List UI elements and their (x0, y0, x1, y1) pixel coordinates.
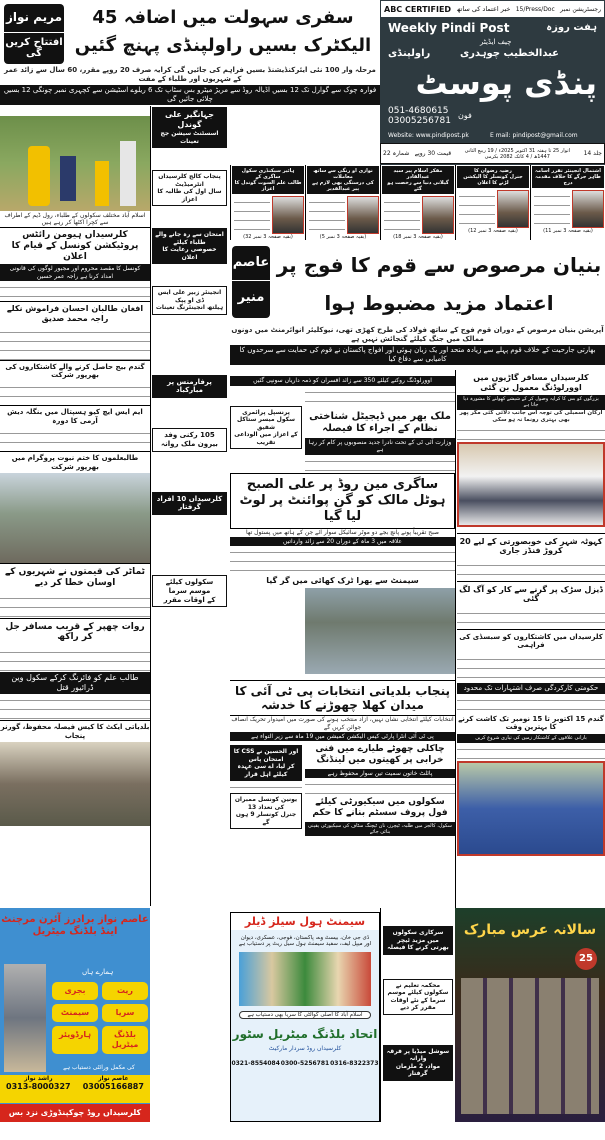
ad-note: کی مکمل ورائٹی دستیاب ہے (63, 1064, 135, 1071)
ad-intro: ہمارے ہاں (82, 968, 114, 976)
english-title: Weekly Pindi Post (388, 21, 510, 35)
top-sub-2: فوارہ چوک سے گوارل تک 12 بسیں اڈیالہ روڈ سے مریڑ میٹرو بس سٹاپ تک 6 ریلوے اسٹیشن سے کچہری نمبر چونگی 12 بسیں چلائی جائیں گی (0, 85, 380, 105)
top-story (0, 0, 380, 106)
contact-phone: 03005166887 (82, 1082, 144, 1091)
poster-title: سالانہ عرس مبارک (463, 922, 597, 938)
ceremony-photo (0, 742, 150, 826)
middle-headline: ساگری مین روڈ پر علی الصبح ہوٹل مالک کو گن پوائنٹ پر لوٹ لیا گیا (230, 473, 455, 529)
left-headline: طالبعلموں کا ختم نبوت پروگرام میں بھرپور شرکت (0, 451, 150, 473)
portrait-photo (347, 196, 379, 234)
right-headline: حکومتی کارکردگی صرف اشتہارات تک محدود (457, 683, 605, 694)
store-phone: 0316-8322373 (330, 1060, 379, 1067)
store-name: اتحاد بلڈنگ میٹریل سٹور (232, 1027, 378, 1041)
poster-date: 25 (575, 948, 597, 970)
middle-column (230, 370, 455, 908)
frequency: ہفت روزہ (546, 22, 597, 33)
portrait-story (530, 165, 605, 240)
lead-headline: بنیان مرصوص سے قوم کا فوج پر اعتماد مزید مضبوط ہوا (276, 253, 602, 315)
tagline: خبر اعتماد کی ساتھ (456, 5, 511, 13)
column-2 (150, 106, 228, 906)
portrait-caption: (بقیہ صفحہ 3 نمبر 32) (243, 234, 293, 240)
left-headline: ٹماٹر کی قیمتوں نے شہریوں کے اوسان خطا کر دیے (0, 563, 150, 592)
students-photo (0, 473, 150, 563)
right-subbar: بزرگوں کو بس کا کرایہ وصول کر کے شیشے کھولنے کا مشورہ دیا جاتا ہے (457, 395, 605, 410)
lead-sub-1: آپریشن بنیان مرصوص کے دوران قوم فوج کے ساتھ فولاد کی طرح کھڑی تھی، نیوکلیئر انوائرمنٹ میں دونوں ممالک میں جنگ کیلئے گنجائش نہیں ہے (231, 326, 604, 343)
portrait-title: ہائیر سیکنڈری سکول ساگری کے طالب علم السوت گوندل کا اعزاز (232, 166, 304, 194)
portrait-caption: (بقیہ صفحہ 3 نمبر 18) (393, 234, 443, 240)
news-box: امتحان سے رہ جانے والے طلباء کیلئے خصوصی رعایت کا اعلان (152, 228, 227, 264)
left-column (0, 106, 150, 906)
masthead (380, 0, 605, 165)
store-phone: 0321-8554084 (231, 1060, 280, 1067)
phone-label: فون (458, 111, 472, 120)
chief-editor: عبدالخطیب چوہدری (460, 48, 560, 59)
portrait-row (230, 165, 605, 240)
ad-title: عاصم نواز برادرز آئرن مرچنٹ (1, 914, 149, 925)
column-2-lower (380, 908, 455, 1122)
news-box: پنجاب کالج کلرسیداں انٹرمیڈیٹ سال اول کی طالبہ کا اعزاز (152, 170, 227, 206)
middle-headline: پنجاب بلدیاتی انتخابات پی ٹی آئی کا میدان کھلا چھوڑنے کا خدشہ (230, 680, 455, 716)
cement-bags-image (239, 952, 371, 1006)
right-headline: کہوٹہ شہر کی خوبصورتی کے لیے 20 کروڑ فنڈز جاری (457, 533, 605, 559)
right-column (455, 370, 605, 908)
right-headline: کلرسیداں مسافر گاڑیوں میں اوورلوڈنگ معمول بن گئی (473, 373, 589, 392)
left-subbar: کونسل کا مقصد محروم اور مجبور لوگوں کی قانونی امداد کرنا ہے راجہ عمر حسین (0, 264, 150, 281)
ad-item: بجری (52, 982, 98, 1000)
phone-2: 03005256781 (388, 116, 451, 126)
abc-certified: ABC CERTIFIED (384, 4, 452, 14)
news-box: پرفارمنس پر مبارکباد (152, 375, 227, 399)
portrait-story (230, 165, 305, 240)
lead-story (230, 240, 605, 366)
portrait-photo (272, 196, 304, 234)
speakers-photos (461, 978, 599, 1114)
middle-subbar: پائلٹ خاتون سمیت تین سوار محفوظ رہے (305, 769, 455, 779)
middle-headline: اوورلوڈنگ روکنے کیلئے 350 سے زائد افسران کو ذمہ داریاں سونپی گئیں (230, 376, 455, 386)
volume: جلد 14 (583, 150, 602, 157)
middle-headline: سکولوں میں سیکیورٹی کیلئے فول پروف سسٹم بنانے کا حکم (312, 797, 448, 818)
news-box: سکولوں کیلئے موسم سرما کے اوقات مقرر (152, 575, 227, 607)
portrait-caption: (بقیہ صفحہ 3 نمبر 12) (468, 228, 518, 234)
left-headline: طالب علم کو فائرنگ کرکے سکول وین ڈرائیور قتل (0, 672, 150, 694)
ad-cement-dealer (230, 912, 380, 1122)
news-box: 105 رکنی وفد بیرون ملک روانہ (152, 428, 227, 452)
ad-title: سیمنٹ ہول سیلز ڈیلر (231, 913, 379, 930)
right-sub: ارکان اسمبلی کی توجہ اس جانب دلائی گئی مگر پھر بھی بہتری رونما نہ ہو سکی (459, 409, 603, 423)
contact-name: عاصم نواز (98, 1075, 129, 1082)
ad-item: سریا (102, 1004, 148, 1022)
materials-image (4, 964, 46, 1072)
school-visit-photo (457, 761, 605, 856)
news-box: سرکاری سکولوں میں مزید ٹیچر بھرتی کرنے کا فیصلہ (383, 926, 453, 955)
portrait-title: نوازی او رنگی سے ساتھ معاملات کی درستگی بھی لازم ہے پیر عبدالقدیر (307, 166, 379, 194)
contact-name: راشد نواز (24, 1075, 53, 1082)
portrait-photo (572, 190, 604, 228)
top-story-side-box: مریم نواز افتتاح کریں گی (4, 4, 64, 64)
left-headline: روات چھپر کے قریب مسافر جل کر راکھ (0, 618, 150, 647)
top-sub-1: مرحلہ وار 100 نئی ایئرکنڈیشنڈ بسیں فراہم کی جائیں گی کرایہ صرف 20 روپے مقرر، 60 سال سے زائد عمر کے شہریوں اور طلباء کے مفت (4, 66, 376, 83)
small-news-box: یونین کونسل ممبران کی تعداد 13 جنرل کونسلر 9 ہوں گے (230, 793, 302, 829)
photo-caption: اسلام آباد مختلف سکولوں کے طلباء، رول ڈیم کے اطراف سے کچرا اکٹھا کر رہے ہیں (4, 212, 146, 226)
middle-subbar: پی ٹی آئی انٹرا پارٹی کیس الیکشن کمیشن میں 19 ماہ سے زیر التواء ہے (230, 732, 455, 742)
dateline (380, 143, 605, 164)
middle-subbar: وزارت آئی ٹی کے تحت نادرا جدید منصوبوں پر کام کر رہا ہے (305, 438, 455, 455)
middle-subbar: سکول، کالجز میں طلبہ، ٹیچرز، نان ٹیچنگ سٹاف کی سیکیورٹی یقینی بنائی جائے (305, 822, 455, 837)
ad-subtitle: اینڈ بلڈنگ میٹریل (32, 926, 118, 937)
left-headline: گندم بیج حاصل کرنے والے کاشتکاروں کی بھرپور شرکت (0, 360, 150, 382)
delegation-photo (457, 442, 605, 527)
left-headline: کلرسیداں ہیومن رائٹس پروٹیکشن کونسل کے قیام کا اعلان (0, 227, 150, 264)
right-headline: کلرسیداں میں کاشتکاروں کو سبسڈی کی فراہمی (457, 629, 605, 653)
chief-editor-label: چیف ایڈیٹر (480, 38, 512, 46)
portrait-title: رضیہ رضوان کا جنرل کونسلر کا الیکشن لڑنے کا اعلان (457, 166, 529, 188)
portrait-title: مفکر اسلام پیر سید عبدالقادر گیلانی دنیا سے رخصت ہو گئے (382, 166, 454, 194)
news-box: محکمہ تعلیم نے سکولوں کیلئے موسم سرما کے نئے اوقات مقرر کر دیے (383, 979, 453, 1015)
ad-urs-poster (455, 908, 605, 1122)
portrait-photo (497, 190, 529, 228)
portrait-story (305, 165, 380, 240)
ad-line: ڈی جی خان، بیسٹ وے، پاکستان، فوجی، عسکری، دیوان (240, 935, 370, 941)
ad-item: بلڈنگ میٹریل (102, 1026, 148, 1054)
middle-headline: ملک بھر میں ڈیجیٹل شناختی نظام کے اجراء کا فیصلہ (309, 410, 451, 434)
paper-title: پنڈی پوسٹ (415, 64, 597, 102)
right-headline: ڈیزل سڑک پر گرنے سے کار کو آگ لگ گئی (457, 581, 605, 607)
lead-name-box: عاصم منیر (232, 246, 270, 318)
left-headline: افغان طالبان احسان فراموش نکلے راجہ محمد صدیق (0, 301, 150, 325)
ad-ribbon: اسلام آباد کا اصلی کوالٹی کا سریا بھی دستیاب ہے (239, 1011, 371, 1019)
news-box: انجینئر زبیر علی ایس ڈی او پیک ہیلتھ انجینئرنگ تعینات (152, 286, 227, 315)
price: قیمت 30 روپے (414, 150, 452, 157)
left-headline: ایم ایس ایچ کیو ہسپتال میں بنگلہ دیش آرمی کا دورہ (0, 405, 150, 427)
ad-item: سیمنٹ (52, 1004, 98, 1022)
ad-item: ریت (102, 982, 148, 1000)
news-box: سوشل میڈیا پر فرقہ وارانہ مواد، 2 ملزمان گرفتار (383, 1045, 453, 1081)
date: اتوار 25 تا ہفتہ 31 اکتوبر 2025ء / 19 ربیع الثانی 1447ھ / 4 کاتک 2082 بکرمی (464, 147, 570, 160)
reg-no: 15/Press/Doc (515, 5, 555, 13)
phone-1: 051-4680615 (388, 106, 449, 116)
right-headline: گندم 15 اکتوبر تا 15 نومبر تک کاشت کرنے کا بہترین وقت (458, 714, 604, 731)
ad-line: اور میپل لیف، سفید سیمنٹ ہول سیل ریٹ پر دستیاب ہے (238, 941, 372, 947)
left-headline: بلدیاتی ایکٹ کا کیس فیصلہ محفوظ، گورنر پنجاب (0, 720, 150, 742)
issue: شمارہ 22 (383, 150, 410, 157)
right-subbar: بارانی علاقوں کے کاشتکار زمین کی تیاری شروع کریں (457, 734, 605, 742)
portrait-photo (422, 196, 454, 234)
middle-subbar: علاقہ میں 3 ماہ کے دوران 20 سے زائد وارداتیں (230, 537, 455, 547)
email[interactable]: E mail: pindipost@gmail.com (490, 132, 578, 139)
ad-item: ہارڈویئر (52, 1026, 98, 1054)
truck-accident-photo (305, 588, 455, 674)
news-box: جہانگیر علی گوندل اسسٹنٹ سیشن جج تعینات (152, 107, 227, 148)
middle-sub: صبح تقریباً پونے پانچ بجے دو موٹر سائیکل سوار آئے جن کے ہاتھ میں پستول تھا (246, 528, 439, 536)
portrait-story (380, 165, 455, 240)
news-box: کلرسیداں 10 افراد گرفتار (152, 492, 227, 516)
top-headline: سفری سہولت میں اضافہ 45 الیکٹرک بسیں راولپنڈی پہنچ گئیں (74, 7, 372, 56)
middle-headline: سیمنٹ سے بھرا ٹرک کھائی میں گر گیا (266, 576, 419, 585)
city: راولپنڈی (388, 48, 431, 59)
ad-building-material (0, 908, 150, 1135)
portrait-story (455, 165, 530, 240)
middle-headline: چاکلی چھوٹے طیارے میں فنی خرابی پر کھیتوں میں لینڈنگ (315, 744, 445, 765)
small-news-box: اور الحسین نے CSS کا امتحان پاس کر لیا، اے سی عہدہ کیلئے اہل قرار (230, 745, 302, 781)
website[interactable]: Website: www.pindipost.pk (388, 132, 469, 139)
middle-sub: انتخابات کیلئے انتخابی نشان نہیں، آزاد منتخب ہونے کی صورت میں امیدوار تحریک انصاف جوائن کریں گے (231, 715, 454, 731)
contact-phone: 0313-8000327 (6, 1082, 71, 1091)
portrait-title: اشتمال انجینئر تقرر اسامہ طاہر جرگے کا خلاف مقدمہ درج (532, 166, 604, 188)
store-phone: 0300-5256781 (280, 1060, 330, 1067)
portrait-caption: (بقیہ صفحہ 3 نمبر 11) (543, 228, 593, 234)
cleanup-photo (0, 116, 150, 211)
small-news-box: پرنسپل پرائمری سکول میسر ستاکل شفیق کے اعزاز میں الوداعی تقریب (230, 406, 302, 450)
ad-address: کلرسیداں روڈ چوکپنڈوڑی نزد بس سٹاپ (0, 1104, 150, 1122)
lead-sub-2: بھارتی جارحیت کے خلاف قوم پہلے سے زیادہ متحد اور یک زبان ہوئی اور افواج پاکستان نے قوم کی حمایت سے سرحدوں کا کامیابی سے دفاع کیا (230, 345, 605, 365)
reg-label: رجسٹریشن نمبر (560, 5, 601, 13)
store-address: کلرسیداں روڈ سردار مارکیٹ (268, 1045, 342, 1052)
portrait-caption: (بقیہ صفحہ 3 نمبر 5) (319, 234, 367, 240)
